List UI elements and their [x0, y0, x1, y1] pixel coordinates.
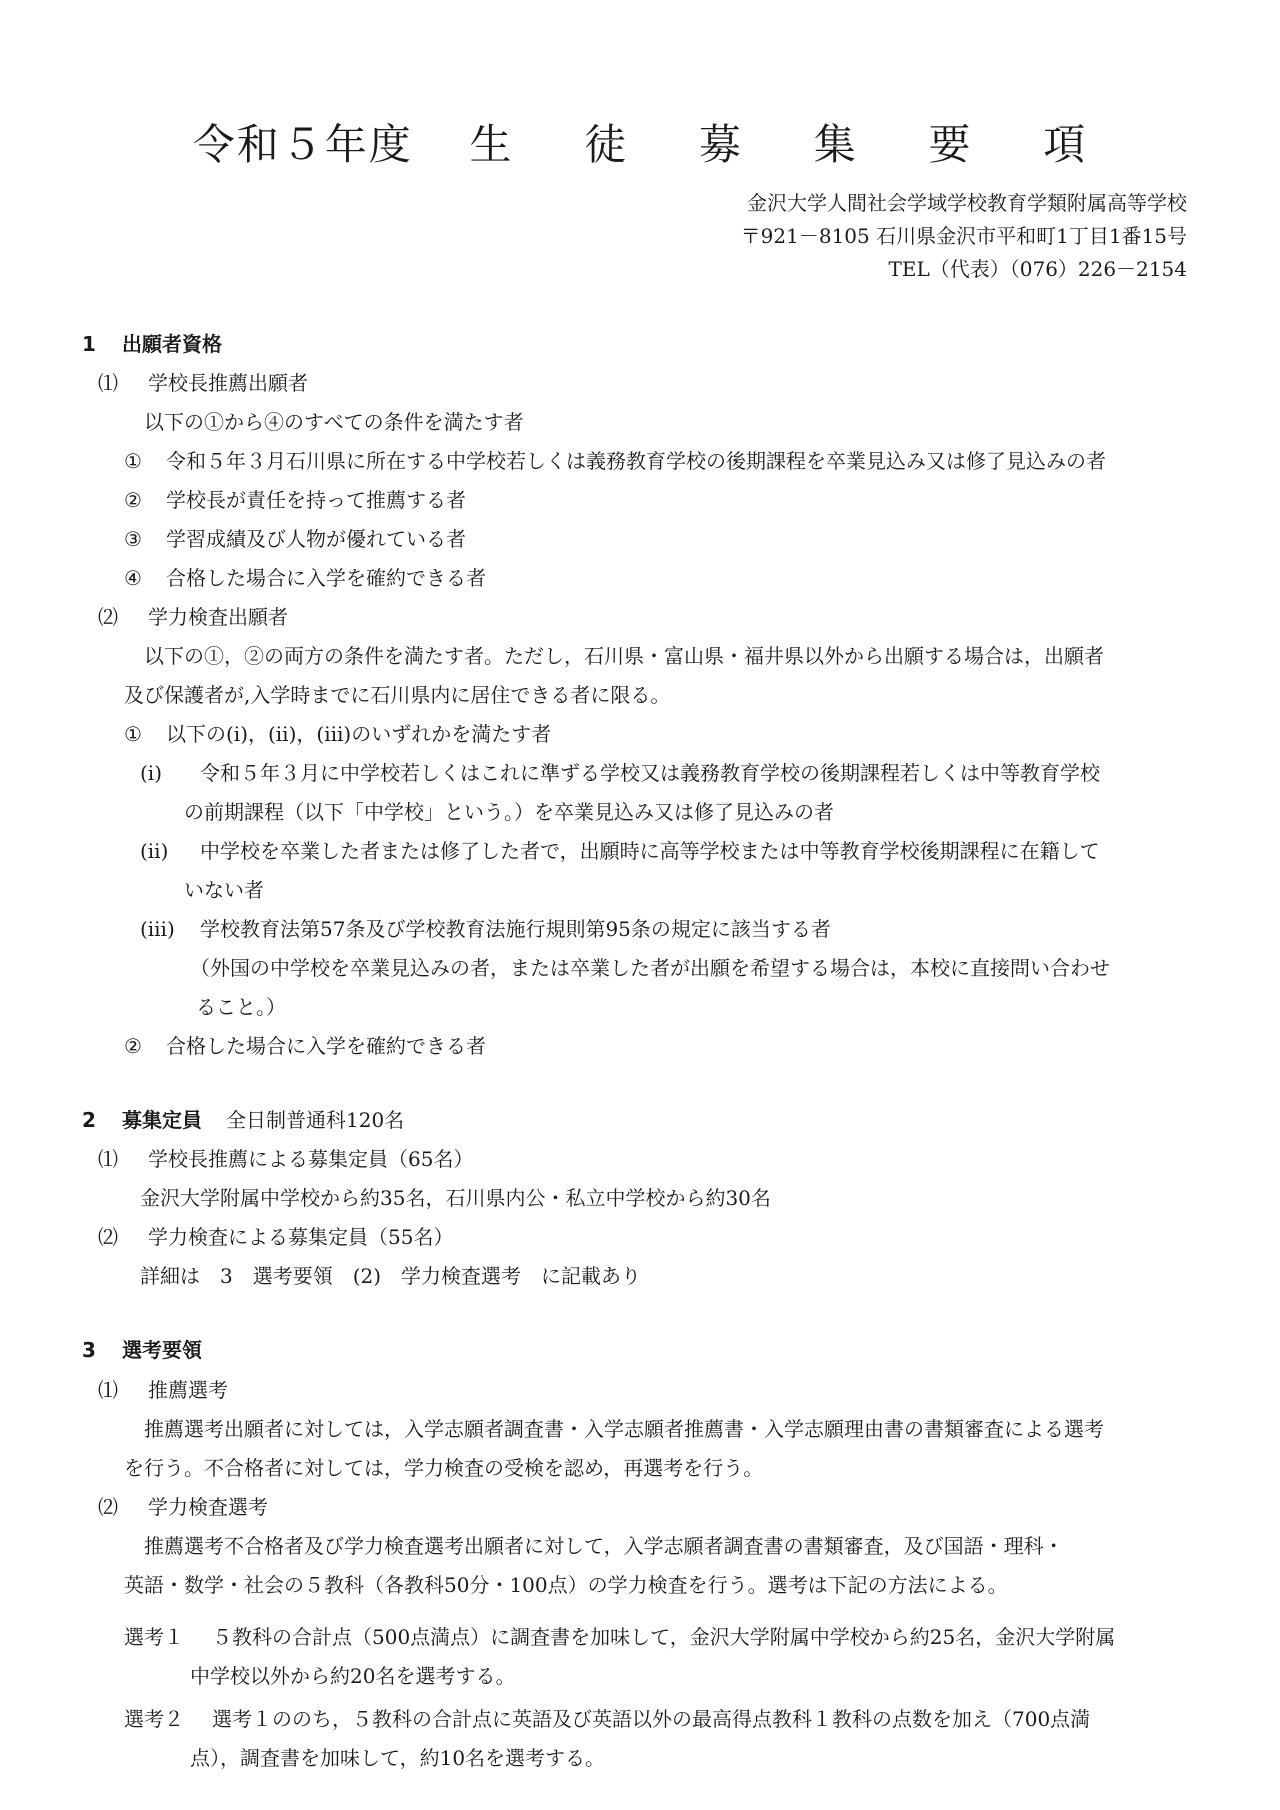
item-number: ② [124, 488, 142, 512]
title-char: 項 [1043, 120, 1088, 169]
s3-selection-2-line-1 [124, 1709, 1090, 1729]
item-text: 合格した場合に入学を確約できる者 [166, 1034, 486, 1058]
paragraph-label: 学校長推薦出願者 [148, 371, 308, 395]
s1-p1-item-1 [124, 451, 1106, 471]
s2-p2-detail: 詳細は 3 選考要領 (2) 学力検査選考 に記載あり [140, 1264, 642, 1288]
school-tel: TEL（代表）（076）226－2154 [888, 257, 1187, 281]
paragraph-number: ⑴ [98, 371, 118, 395]
school-address: 〒921－8105 石川県金沢市平和町1丁目1番15号 [740, 224, 1187, 248]
s3-p2-text-line-2: 英語・数学・社会の５教科（各教科50分・100点）の学力検査を行う。選考は下記の方法による。 [124, 1573, 1008, 1597]
paragraph-label: 学力検査出願者 [148, 605, 288, 629]
s1-p2-sub-3-line-3: ること。） [196, 995, 286, 1019]
section-title: 出願者資格 [122, 332, 222, 356]
sub-item-text: 学校教育法第57条及び学校教育法施行規則第95条の規定に該当する者 [200, 917, 831, 941]
selection-label: 選考２ [124, 1707, 184, 1731]
item-text: 令和５年３月石川県に所在する中学校若しくは義務教育学校の後期課程を卒業見込み又は修了見込みの者 [166, 449, 1106, 473]
s1-p2-sub-3-line-1 [140, 919, 831, 939]
s1-p2-sub-2-line-1 [140, 841, 1100, 861]
section-2-heading [82, 1110, 404, 1130]
sub-item-number: (ⅰ) [140, 761, 163, 785]
section-note: 全日制普通科120名 [226, 1108, 405, 1132]
s1-p2-intro-line-1: 以下の①，②の両方の条件を満たす者。ただし，石川県・富山県・福井県以外から出願する場合は，出願者 [144, 644, 1104, 668]
s3-p1-text-line-2: を行う。不合格者に対しては，学力検査の受検を認め，再選考を行う。 [124, 1456, 764, 1480]
section-1-heading [82, 334, 222, 354]
selection-text: ５教科の合計点（500点満点）に調査書を加味して，金沢大学附属中学校から約25名，金沢大学附属 [212, 1625, 1116, 1649]
s1-p1-intro: 以下の①から④のすべての条件を満たす者 [144, 410, 524, 434]
paragraph-label: 学力検査による募集定員（55名） [148, 1225, 454, 1249]
s1-p2-sub-3-line-2: （外国の中学校を卒業見込みの者，または卒業した者が出願を希望する場合は，本校に直接問い合わせ [190, 956, 1110, 980]
title-char: 集 [813, 120, 858, 169]
item-number: ② [124, 1034, 142, 1058]
paragraph-label: 推薦選考 [148, 1378, 228, 1402]
s1-p1-heading [98, 373, 308, 393]
section-number: 3 [82, 1338, 96, 1362]
s1-p1-item-2 [124, 490, 466, 510]
title-char: 徒 [584, 120, 629, 169]
section-title: 募集定員 [122, 1108, 202, 1132]
s3-selection-2-line-2: 点），調査書を加味して，約10名を選考する。 [190, 1746, 606, 1770]
s1-p2-heading [98, 607, 288, 627]
s3-selection-1-line-2: 中学校以外から約20名を選考する。 [190, 1664, 516, 1688]
s1-p2-intro-line-2: 及び保護者が,入学時までに石川県内に居住できる者に限る。 [124, 683, 671, 707]
section-number: 2 [82, 1108, 96, 1132]
s3-selection-1-line-1 [124, 1627, 1115, 1647]
s2-p1-detail: 金沢大学附属中学校から約35名，石川県内公・私立中学校から約30名 [140, 1186, 771, 1210]
s2-p1-heading [98, 1149, 473, 1169]
s1-p2-sub-2-line-2: いない者 [184, 878, 264, 902]
sub-item-number: (ⅱ) [140, 839, 169, 863]
s1-p2-sub-1-line-2: の前期課程（以下「中学校」という。）を卒業見込み又は修了見込みの者 [184, 800, 834, 824]
item-number: ③ [124, 527, 142, 551]
page-title [0, 112, 1280, 172]
item-text: 以下の(ⅰ)，(ⅱ)，(ⅲ)のいずれかを満たす者 [166, 722, 552, 746]
title-char: 要 [928, 120, 973, 169]
s3-p2-heading [98, 1497, 268, 1517]
s1-p1-item-3 [124, 529, 466, 549]
s3-p1-text-line-1: 推薦選考出願者に対しては，入学志願者調査書・入学志願者推薦書・入学志願理由書の書類審査による選考 [144, 1417, 1104, 1441]
paragraph-label: 学校長推薦による募集定員（65名） [148, 1147, 474, 1171]
title-year: 令和５年度 [192, 120, 413, 169]
s1-p2-sub-1-line-1 [140, 763, 1100, 783]
paragraph-number: ⑵ [98, 1495, 118, 1519]
selection-text: 選考１ののち，５教科の合計点に英語及び英語以外の最高得点教科１教科の点数を加え（700点満 [212, 1707, 1091, 1731]
sub-item-text: 中学校を卒業した者または修了した者で，出願時に高等学校または中等教育学校後期課程に在籍して [200, 839, 1100, 863]
s2-p2-heading [98, 1227, 453, 1247]
s3-p2-text-line-1: 推薦選考不合格者及び学力検査選考出願者に対して，入学志願者調査書の書類審査，及び国語・理科・ [144, 1534, 1064, 1558]
section-title: 選考要領 [122, 1338, 202, 1362]
title-char: 募 [698, 120, 743, 169]
s1-p2-item-1 [124, 724, 551, 744]
item-text: 合格した場合に入学を確約できる者 [166, 566, 486, 590]
item-text: 学校長が責任を持って推薦する者 [166, 488, 466, 512]
paragraph-number: ⑵ [98, 605, 118, 629]
item-number: ④ [124, 566, 142, 590]
paragraph-number: ⑵ [98, 1225, 118, 1249]
item-text: 学習成績及び人物が優れている者 [166, 527, 466, 551]
sub-item-number: (ⅲ) [140, 917, 175, 941]
title-char: 生 [469, 120, 514, 169]
section-3-heading [82, 1340, 202, 1360]
s1-p2-item-2 [124, 1036, 486, 1056]
item-number: ① [124, 722, 142, 746]
paragraph-number: ⑴ [98, 1378, 118, 1402]
item-number: ① [124, 449, 142, 473]
s3-p1-heading [98, 1380, 228, 1400]
paragraph-label: 学力検査選考 [148, 1495, 268, 1519]
paragraph-number: ⑴ [98, 1147, 118, 1171]
school-name: 金沢大学人間社会学域学校教育学類附属高等学校 [747, 191, 1187, 215]
selection-label: 選考１ [124, 1625, 184, 1649]
s1-p1-item-4 [124, 568, 486, 588]
section-number: 1 [82, 332, 96, 356]
sub-item-text: 令和５年３月に中学校若しくはこれに準ずる学校又は義務教育学校の後期課程若しくは中等教育学校 [200, 761, 1100, 785]
